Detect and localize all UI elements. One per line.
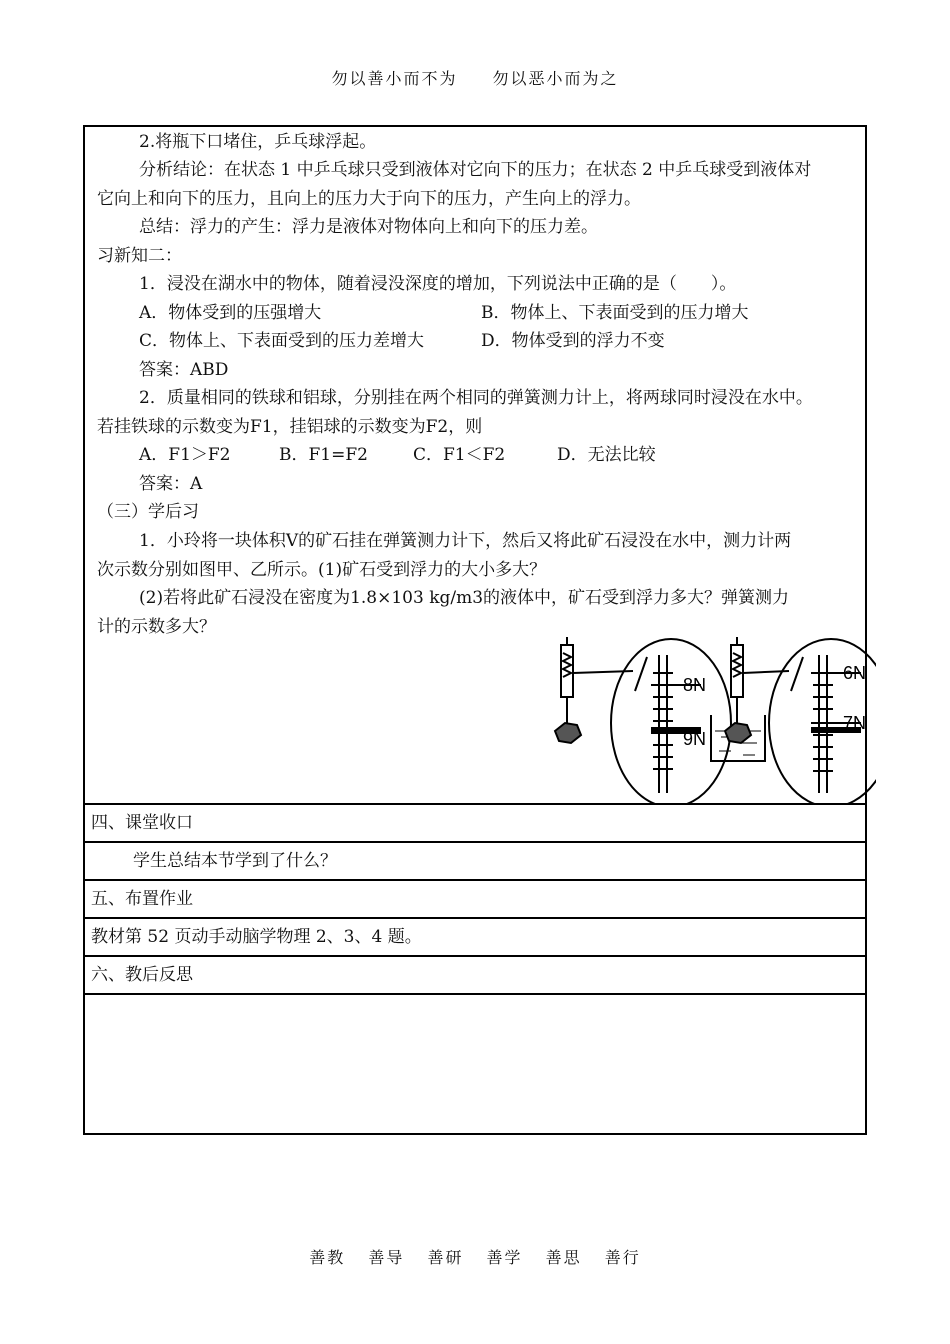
option-c: C．物体上、下表面受到的压力差增大 bbox=[139, 331, 425, 351]
option-a: A．F1＞F2 bbox=[139, 445, 231, 465]
option-b: B．物体上、下表面受到的压力增大 bbox=[481, 303, 749, 323]
footer-word: 善教 bbox=[309, 1248, 346, 1267]
option-b: B．F1=F2 bbox=[279, 445, 368, 465]
text-line: 分析结论：在状态 1 中乒乓球只受到液体对它向下的压力；在状态 2 中乒乓球受到液体对 bbox=[139, 160, 812, 180]
text-line: 若挂铁球的示数变为F1，挂铝球的示数变为F2，则 bbox=[97, 417, 483, 437]
question-1: 1．浸没在湖水中的物体，随着浸没深度的增加，下列说法中正确的是（ ）。 bbox=[139, 274, 737, 294]
footer-word: 善学 bbox=[486, 1248, 523, 1267]
spring-scale-figure bbox=[551, 633, 876, 803]
reflection-blank bbox=[84, 994, 866, 1134]
scale-a-bottom-label: 9N bbox=[683, 729, 707, 749]
answer: 答案：A bbox=[139, 474, 203, 494]
scale-b-bottom-label: 7N bbox=[843, 713, 867, 733]
page-footer bbox=[0, 1245, 950, 1268]
lesson-table bbox=[83, 125, 867, 1135]
section-5-heading: 五、布置作业 bbox=[84, 880, 866, 918]
footer-word: 善导 bbox=[368, 1248, 405, 1267]
text-line: 计的示数多大？ bbox=[97, 617, 216, 637]
section-5-body: 教材第 52 页动手动脑学物理 2、3、4 题。 bbox=[84, 918, 866, 956]
text-line: 次示数分别如图甲、乙所示。(1)矿石受到浮力的大小多大？ bbox=[97, 560, 547, 580]
header-motto-left: 勿以善小而不为 bbox=[331, 69, 458, 88]
section-heading: （三）学后习 bbox=[97, 502, 199, 522]
footer-word: 善研 bbox=[427, 1248, 464, 1267]
section-heading: 习新知二： bbox=[97, 246, 182, 266]
section-4-heading: 四、课堂收口 bbox=[84, 804, 866, 842]
content-cell bbox=[84, 126, 866, 804]
footer-word: 善行 bbox=[604, 1248, 641, 1267]
option-c: C．F1＜F2 bbox=[413, 445, 506, 465]
section-4-body: 学生总结本节学到了什么？ bbox=[84, 842, 866, 880]
option-d: D．物体受到的浮力不变 bbox=[481, 331, 665, 351]
text-line: 它向上和向下的压力，且向上的压力大于向下的压力，产生向上的浮力。 bbox=[97, 189, 641, 209]
problem-2: (2)若将此矿石浸没在密度为1.8×103 kg/m3的液体中，矿石受到浮力多大？弹簧测力 bbox=[139, 588, 790, 608]
scale-b-top-label: 6N bbox=[843, 663, 867, 683]
header-motto-right: 勿以恶小而为之 bbox=[492, 69, 619, 88]
question-2: 2．质量相同的铁球和铝球，分别挂在两个相同的弹簧测力计上，将两球同时浸没在水中。 bbox=[139, 388, 813, 408]
text-line: 总结：浮力的产生：浮力是液体对物体向上和向下的压力差。 bbox=[139, 217, 598, 237]
option-d: D．无法比较 bbox=[557, 445, 656, 465]
option-a: A．物体受到的压强增大 bbox=[139, 303, 322, 323]
scale-a-top-label: 8N bbox=[683, 675, 707, 695]
answer: 答案：ABD bbox=[139, 360, 229, 380]
page-header bbox=[0, 66, 950, 89]
text-line: 2.将瓶下口堵住，乒乓球浮起。 bbox=[139, 132, 377, 152]
section-6-heading: 六、教后反思 bbox=[84, 956, 866, 994]
problem-1: 1．小玲将一块体积V的矿石挂在弹簧测力计下，然后又将此矿石浸没在水中，测力计两 bbox=[139, 531, 792, 551]
footer-word: 善思 bbox=[545, 1248, 582, 1267]
